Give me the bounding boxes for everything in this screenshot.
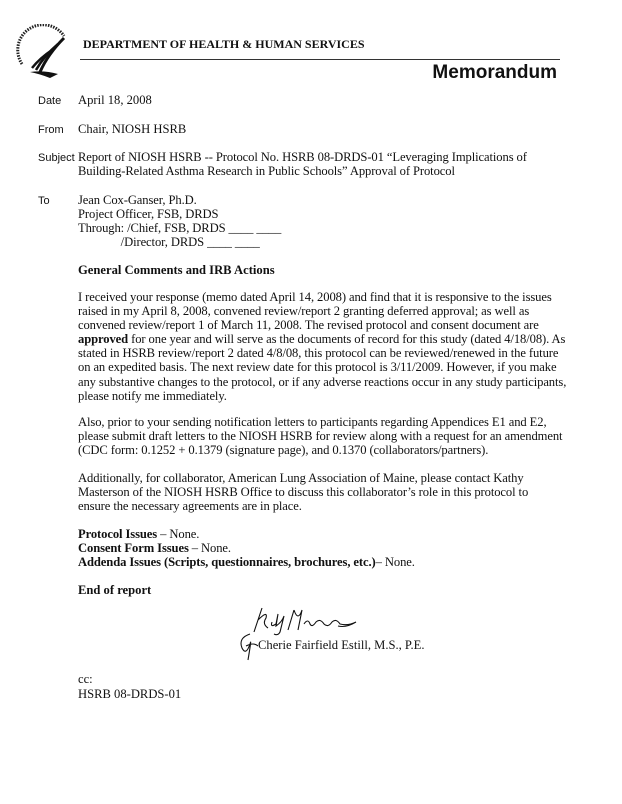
to-line: Jean Cox-Ganser, Ph.D. [78,193,197,207]
department-name: DEPARTMENT OF HEALTH & HUMAN SERVICES [83,37,365,51]
text-line [78,332,566,346]
paragraph-3 [78,471,528,513]
issue-value: – None. [375,555,415,570]
cc-value: HSRB 08-DRDS-01 [78,687,182,701]
text-span: for one year and will serve as the documents of record for this study (dated 4/18/08). As [128,332,566,347]
text-line: (CDC form: 0.1252 + 0.1379 (signature page), and 0.1370 (collaborators/partners). [78,443,489,458]
text-line: raised in my April 8, 2008, convened review/report 2 granting deferred approval; as well as [78,304,530,319]
memorandum-title: Memorandum [432,62,557,83]
signer-name: Cherie Fairfield Estill, M.S., P.E. [258,638,425,652]
to-line: Through: /Chief, FSB, DRDS ____ ____ [78,221,282,236]
subject-line: Report of NIOSH HSRB -- Protocol No. HSRB 08-DRDS-01 “Leveraging Implications of [78,150,527,164]
issue-addenda [78,555,415,569]
paragraph-1 [78,290,566,403]
text-line: Additionally, for collaborator, American Lung Association of Maine, please contact Kathy [78,471,524,485]
paragraph-2 [78,415,562,457]
to-value [78,193,281,249]
text-line: Masterson of the NIOSH HSRB Office to discuss this collaborator’s role in this protocol to [78,485,529,500]
issue-value: – None. [188,541,231,556]
cc-label: cc: [78,672,93,686]
text-line: please submit draft letters to the NIOSH HSRB for review along with a request for an amendment [78,429,563,444]
issue-label: Addenda Issues (Scripts, questionnaires, brochures, etc.) [78,555,376,570]
text-line: convened review/report 1 of March 11, 2008. The revised protocol and consent document are [78,318,539,333]
date-label: Date [38,95,62,107]
text-line: stated in HSRB review/report 2 dated 4/8/08, this protocol can be reviewed/renewed in the future [78,346,559,361]
subject-line: Building-Related Asthma Research in Public Schools” Approval of Protocol [78,164,455,179]
text-line: Also, prior to your sending notification letters to participants regarding Appendices E1 and E2, [78,415,547,429]
approved-emphasis: approved [78,332,129,347]
subject-value [78,150,527,178]
text-line: any substantive changes to the protocol, or if any adverse reactions occur in any study participants, [78,374,567,389]
text-line: I received your response (memo dated April 14, 2008) and find that it is responsive to the issues [78,290,552,304]
text-line: please notify me immediately. [78,388,227,403]
section-heading: General Comments and IRB Actions [78,263,275,277]
to-line: /Director, DRDS ____ ____ [78,235,260,250]
initials-signature [232,632,258,662]
hhs-seal-logo [14,24,76,86]
issue-label: Protocol Issues [78,527,158,541]
date-value: April 18, 2008 [78,93,152,107]
issues-list [78,527,415,569]
issue-value: – None. [157,527,200,541]
end-of-report: End of report [78,583,152,597]
issue-protocol [78,527,415,541]
header-divider [80,59,560,60]
issue-label: Consent Form Issues [78,541,189,556]
to-label: To [38,195,50,207]
subject-label: Subject [38,152,75,164]
from-value: Chair, NIOSH HSRB [78,122,187,136]
issue-consent [78,541,415,555]
text-line: ensure the necessary agreements are in place. [78,499,302,514]
to-line: Project Officer, FSB, DRDS [78,207,219,222]
from-label: From [38,124,64,136]
text-line: on an expedited basis. The next review date for this protocol is 3/11/2009. However, if you make [78,360,557,375]
